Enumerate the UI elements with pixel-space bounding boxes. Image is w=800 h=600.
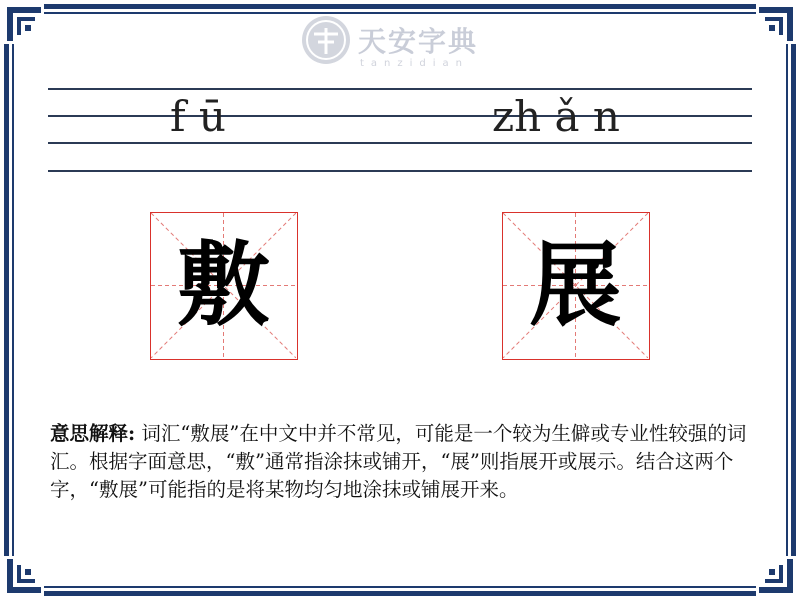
logo-seal-icon <box>300 14 352 66</box>
pinyin-line <box>48 142 752 144</box>
corner-ornament-icon <box>4 556 44 596</box>
explanation-text: 词汇“敷展”在中文中并不常见，可能是一个较为生僻或专业性较强的词汇。根据字面意思，“敷”通常指涂抹或铺开，“展”则指展开或展示。结合这两个字，“敷展”可能指的是将某物均匀地涂抹或铺展开来。 <box>50 422 747 501</box>
pinyin-zhan: zh ǎ n <box>492 92 620 141</box>
corner-ornament-icon <box>4 4 44 44</box>
pinyin-line <box>48 170 752 172</box>
watermark-logo <box>300 14 500 70</box>
logo-text: 天安字典 <box>358 25 479 58</box>
pinyin-line <box>48 115 752 117</box>
explanation-paragraph <box>50 420 750 504</box>
character-box-fu <box>150 212 298 360</box>
corner-ornament-icon <box>756 556 796 596</box>
pinyin-fu: f ū <box>170 92 226 141</box>
explanation-label: 意思解释: <box>50 422 136 445</box>
character-zhan: 展 <box>529 231 622 339</box>
corner-ornament-icon <box>756 4 796 44</box>
pinyin-line <box>48 88 752 90</box>
character-fu: 敷 <box>177 231 270 339</box>
logo-subtext: tanzidian <box>360 58 470 69</box>
pinyin-lines <box>48 88 752 172</box>
character-box-zhan <box>502 212 650 360</box>
